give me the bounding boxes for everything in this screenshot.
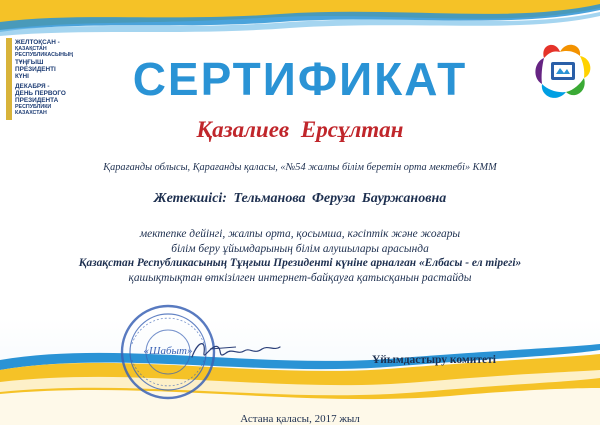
recipient-name: Қазалиев Ерсұлтан	[196, 117, 404, 142]
school-line: Қарағанды облысы, Қарағанды қаласы, «№54 жалпы білім беретін орта мектебі» КММ	[103, 162, 497, 173]
logo-line: ДЕНЬ ПЕРВОГО	[15, 89, 66, 97]
top-wave-decoration	[0, 0, 600, 60]
logo-line: ДЕКАБРЯ -	[15, 82, 50, 90]
mentor-line: Жетекшісі: Тельманова Феруза Бауржановна	[153, 191, 447, 206]
body-line-event: Қазақстан Республикасының Тұңғыш Президенті күніне арналған «Елбасы - ел тірегі»	[78, 257, 522, 270]
bottom-wave-decoration	[0, 330, 600, 425]
certificate-title: СЕРТИФИКАТ	[132, 53, 468, 105]
logo-line: ҚАЗАҚСТАН	[15, 46, 47, 52]
body-line: қашықтықтан өткізілген интернет-байқауға қатысқанын растайды	[128, 271, 472, 284]
logo-line: ПРЕЗИДЕНТА	[15, 96, 59, 104]
organizing-committee: Ұйымдастыру комитеті	[372, 354, 496, 366]
logo-line: ПРЕЗИДЕНТІ	[15, 65, 56, 73]
logo-line: РЕСПУБЛИКИ КАЗАХСТАН	[15, 103, 52, 116]
logo-line: КҮНІ	[15, 72, 29, 80]
signature-icon	[188, 335, 283, 365]
logo-line: ЖЕЛТОҚСАН -	[15, 39, 60, 46]
body-line: білім беру ұйымдарының білім алушылары арасында	[171, 242, 429, 255]
body-line: мектепке дейінгі, жалпы орта, қосымша, кәсіптік және жоғары	[139, 228, 461, 240]
logo-line: РЕСПУБЛИКАСЫНЫҢ	[15, 52, 73, 59]
certificate-body	[0, 227, 600, 285]
place-date: Астана қаласы, 2017 жыл	[240, 413, 360, 425]
logo-line: ТҰҢҒЫШ	[15, 58, 44, 66]
stamp-center-label: «Шабыт»	[143, 345, 193, 357]
